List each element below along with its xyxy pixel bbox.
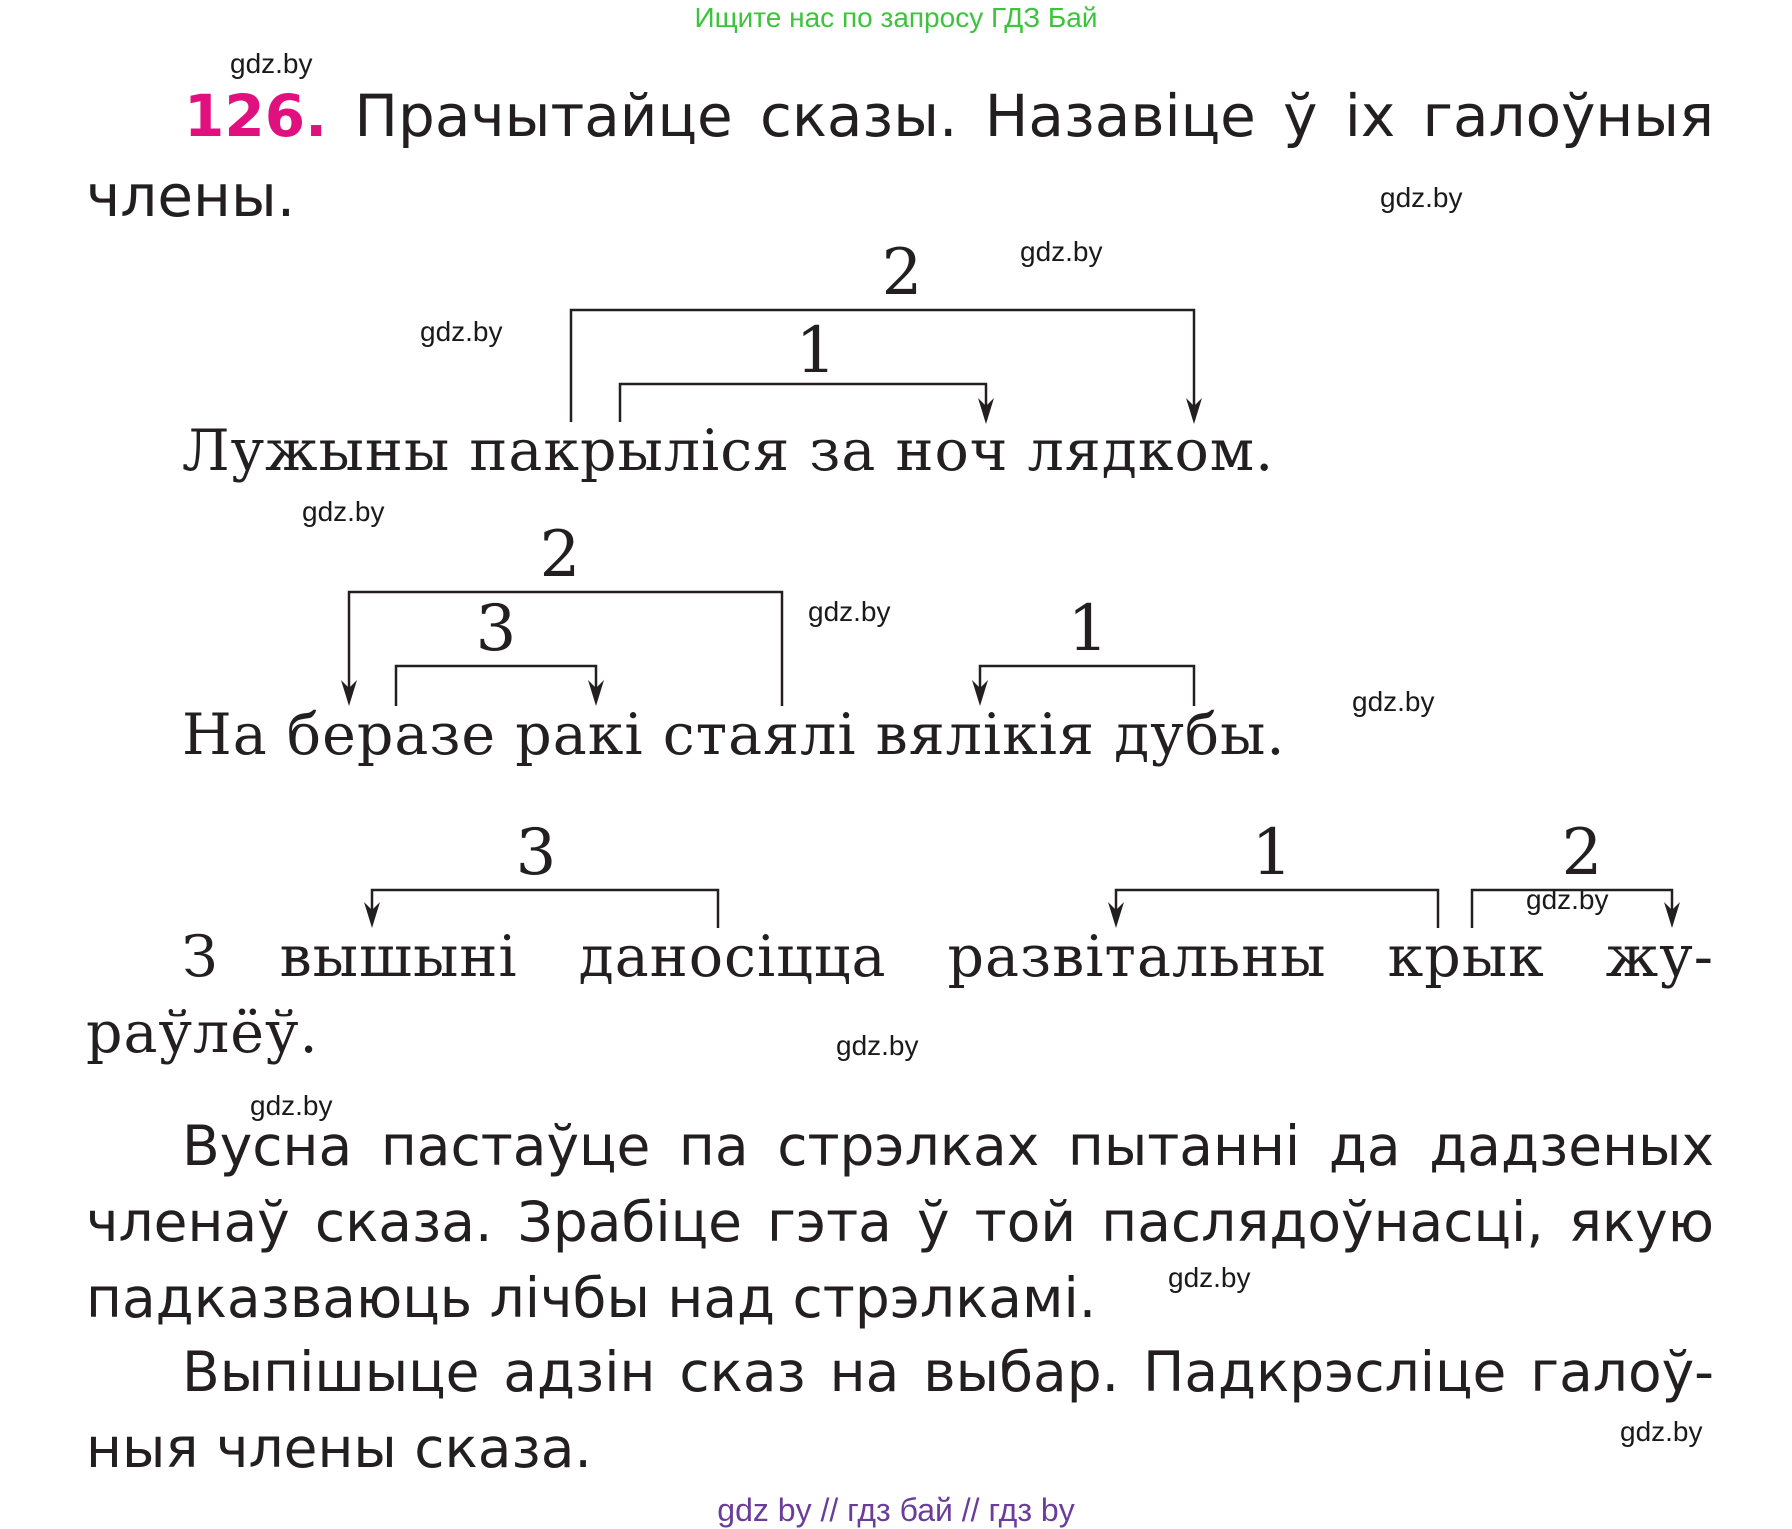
watermark: gdz.by bbox=[420, 316, 503, 347]
watermark: gdz.by bbox=[1620, 1416, 1703, 1447]
sentence-1: Лужыны пакрыліся за ноч лядком. bbox=[182, 418, 1275, 484]
task-heading-text: Прачытайце сказы. Назавіце ў іх галоўныя bbox=[354, 82, 1714, 150]
watermark: gdz.by bbox=[1168, 1262, 1251, 1293]
sentence-2: На беразе ракі стаялі вялікія дубы. bbox=[182, 702, 1286, 768]
arrow-s2-3 bbox=[396, 666, 596, 706]
arrow-number: 2 bbox=[539, 518, 581, 592]
watermark: gdz.by bbox=[836, 1030, 919, 1061]
arrow-number: 1 bbox=[1251, 816, 1293, 890]
watermark: gdz.by bbox=[808, 596, 891, 627]
task-heading-line2: члены. bbox=[86, 162, 296, 230]
arrow-number: 2 bbox=[1561, 816, 1603, 890]
arrow-s1-1 bbox=[620, 384, 986, 422]
arrow-number: 3 bbox=[515, 816, 557, 890]
footer-links[interactable]: gdz by // гдз бай // гдз by bbox=[717, 1492, 1075, 1528]
sentence-3-line2: раўлёў. bbox=[86, 1000, 319, 1066]
arrow-s2-2 bbox=[349, 592, 782, 706]
arrow-number: 3 bbox=[475, 592, 517, 666]
sentence-3-line1: З вышыні даносіцца развітальны крык жу- bbox=[182, 924, 1714, 990]
arrow-s1-2 bbox=[571, 310, 1194, 422]
site-banner[interactable]: Ищите нас по запросу ГДЗ Бай bbox=[694, 2, 1098, 33]
arrow-s2-1 bbox=[980, 666, 1194, 706]
watermark: gdz.by bbox=[302, 496, 385, 527]
instruction-1-line3: падказваюць лічбы над стрэлкамі. bbox=[86, 1266, 1097, 1330]
arrow-number: 1 bbox=[1067, 592, 1109, 666]
instruction-2-line1: Выпішыце адзін сказ на выбар. Падкрэсліце галоў- bbox=[182, 1340, 1714, 1404]
arrow-s3-1 bbox=[1116, 890, 1438, 928]
watermark: gdz.by bbox=[1380, 182, 1463, 213]
arrow-s3-3 bbox=[372, 890, 718, 928]
arrow-number: 1 bbox=[795, 314, 837, 388]
watermark: gdz.by bbox=[230, 48, 313, 79]
arrow-s3-2 bbox=[1472, 890, 1672, 928]
task-number: 126. bbox=[184, 82, 328, 150]
instruction-1-line2: членаў сказа. Зрабіце гэта ў той паслядоўнасці, якую bbox=[86, 1190, 1714, 1254]
instruction-2-line2: ныя члены сказа. bbox=[86, 1416, 592, 1480]
watermark: gdz.by bbox=[1352, 686, 1435, 717]
watermark: gdz.by bbox=[1526, 884, 1609, 915]
watermark: gdz.by bbox=[1020, 236, 1103, 267]
instruction-1-line1: Вусна пастаўце па стрэлках пытанні да дадзеных bbox=[182, 1114, 1714, 1178]
watermark: gdz.by bbox=[250, 1090, 333, 1121]
arrow-number: 2 bbox=[881, 236, 923, 310]
